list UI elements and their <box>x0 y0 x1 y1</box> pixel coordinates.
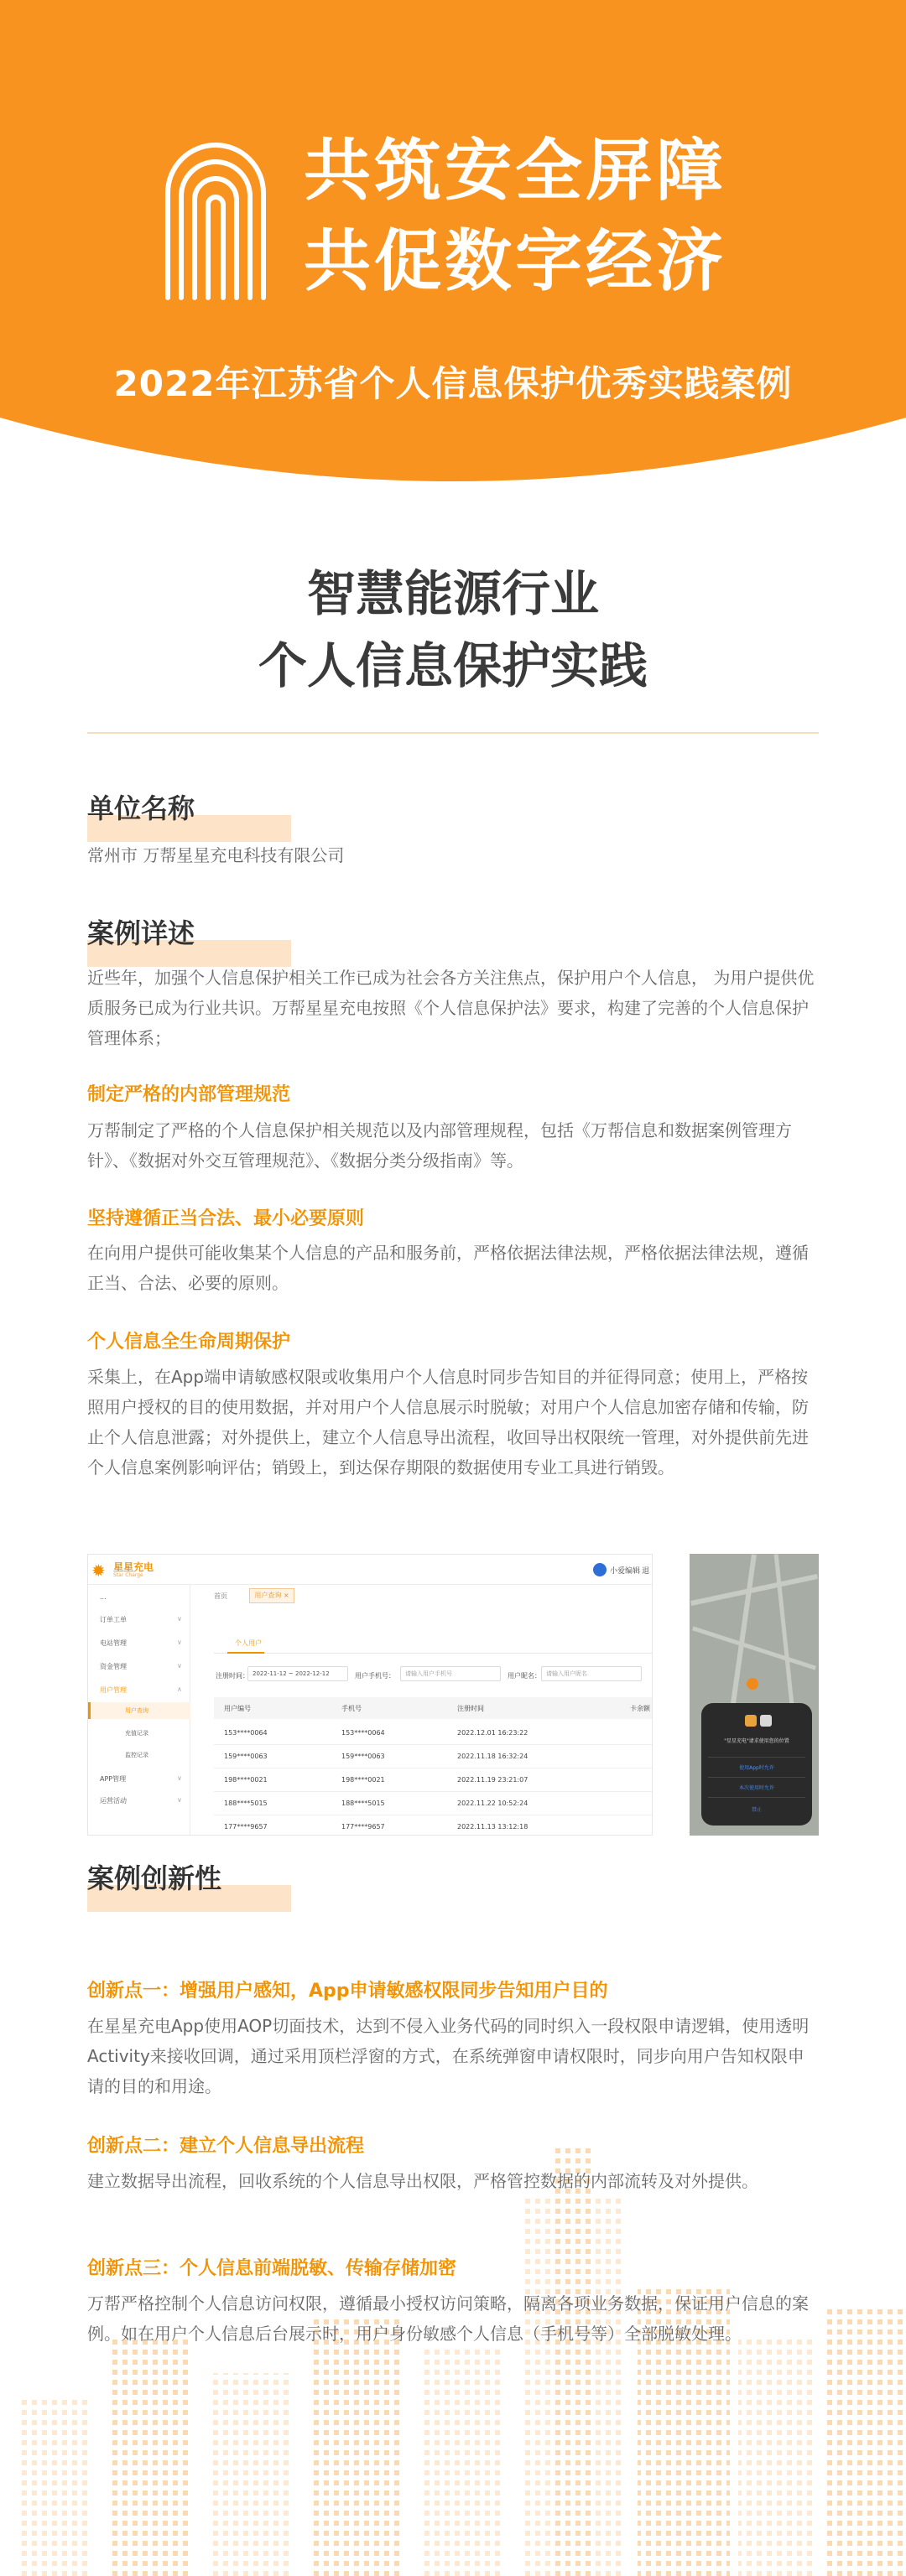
sidebar-sub-monitor[interactable]: 监控记录 <box>125 1752 148 1758</box>
col-header-reg-time: 注册时间 <box>457 1705 484 1712</box>
allow-once-button[interactable]: 本次使用时允许 <box>738 1785 774 1791</box>
col-header-phone: 手机号 <box>341 1705 362 1712</box>
sidebar-item-more[interactable]: ... <box>100 1593 107 1601</box>
case-item-title-3: 个人信息全生命周期保护 <box>87 1332 291 1353</box>
innovation-heading <box>87 1860 221 1897</box>
chevron-down-icon: ∨ <box>177 1639 182 1646</box>
dialog-divider <box>708 1797 805 1798</box>
case-heading-text: 案例详述 <box>87 917 195 949</box>
avatar[interactable] <box>593 1563 607 1576</box>
case-item-title-1: 制定严格的内部管理规范 <box>87 1084 291 1105</box>
row-divider <box>214 1744 653 1745</box>
case-intro: 近些年，加强个人信息保护相关工作已成为社会各方关注焦点，保护用户个人信息， 为用户提供优质服务已成为行业共识。万帮星星充电按照《个人信息保护法》要求，构建了完善的个人信息保护管理体系； <box>87 968 815 1048</box>
name-filter-input[interactable]: 请输入用户昵名 <box>541 1666 642 1681</box>
app-icon <box>745 1715 757 1727</box>
star-logo-icon: ✹ <box>91 1561 106 1581</box>
page-title-line1: 智慧能源行业 <box>306 565 599 622</box>
sidebar-item-orders[interactable]: 订单工单 ∨ <box>100 1615 182 1623</box>
chevron-down-icon: ∨ <box>177 1796 182 1804</box>
chevron-down-icon: ∨ <box>177 1662 182 1670</box>
unit-name: 常州市 万帮星星充电科技有限公司 <box>87 845 345 865</box>
chevron-down-icon: ∨ <box>177 1615 182 1623</box>
hero-title-line2: 共促数字经济 <box>304 222 726 300</box>
chevron-down-icon: ∨ <box>177 1774 182 1782</box>
sidebar-item-app[interactable]: APP管理 ∨ <box>100 1774 182 1783</box>
phone-screenshot <box>690 1554 819 1836</box>
innovation-title-3: 创新点三：个人信息前端脱敏、传输存储加密 <box>87 2258 457 2279</box>
logo-english: Star Charge <box>113 1572 143 1578</box>
innovation-heading-text: 案例创新性 <box>87 1862 222 1894</box>
unit-heading-text: 单位名称 <box>87 792 195 824</box>
innovation-text-1: 在星星充电App使用AOP切面技术，达到不侵入业务代码的同时织入一段权限申请逻辑，使用透明Activity来接收回调，通过采用顶栏浮窗的方式，在系统弹窗申请权限时，同步向用户告知权限申请的目的和用途。 <box>87 2016 810 2096</box>
logout-link[interactable]: 退 <box>642 1567 650 1576</box>
table-header <box>214 1697 653 1719</box>
location-pin-icon <box>747 1678 758 1690</box>
sidebar-sub-user-query[interactable]: 用户查询 <box>125 1707 148 1714</box>
admin-sidebar <box>88 1585 190 1836</box>
location-icon <box>760 1715 772 1727</box>
tab-personal-users[interactable]: 个人用户 <box>235 1639 262 1647</box>
case-item-title-2: 坚持遵循正当合法、最小必要原则 <box>87 1208 365 1229</box>
hero-title <box>304 126 726 307</box>
unit-heading <box>87 790 195 827</box>
tabbar-divider <box>214 1653 653 1654</box>
deny-button[interactable]: 禁止 <box>751 1807 762 1813</box>
case-item-text-3: 采集上，在App端申请敏感权限或收集用户个人信息时同步告知目的并征得同意；使用上，严格按照用户授权的目的使用数据，并对用户个人信息展示时脱敏；对用户个人信息加密存储和传输，防止个人信息泄露；对外提供上，建立个人信息导出流程，收回导出权限统一管理，对外提供前先进个人信息案例影响评估；销毁上，到达保存期限的数据使用专业工具进行销毁。 <box>87 1367 809 1478</box>
admin-screenshot: ✹ 星星充电 Star Charge 小爱编辑 退 ... 订单工单 ∨ 电站管理 ∨ 资金管理 ∨ 用户管理 ∧ 用户查询 充值记录 监控记录 APP管理 ∨ 运营活动 ∨ 首页 用户查询 × 个人用户 注册时间： 2022-11-12 ~ 2022-12-12 用户手机号： 请输入用户手机号 用户昵名： 请输入用户昵名 用户编号 手机号 注册时间 卡余额 153****0064 153****0064 2022.12.01 16:23:22 159****0063 159****0063 2022.11.18 16:32:24 198****0021 198****0021 2022.11.19 23:21:07 188****5015 188****5015 2022.11.22 10:52:24 177****9657 177****9657 2022.11.13 13:12:18 <box>87 1554 653 1836</box>
sidebar-item-users[interactable]: 用户管理 ∧ <box>100 1685 182 1694</box>
dialog-title: "星星充电"请求使用您的位置 <box>724 1738 789 1744</box>
reg-time-range[interactable]: 2022-11-12 ~ 2022-12-12 <box>247 1666 348 1681</box>
phone-filter-input[interactable]: 请输入用户手机号 <box>400 1666 501 1681</box>
innovation-text-3: 万帮严格控制个人信息访问权限，遵循最小授权访问策略，隔离各项业务数据，保证用户信息的案例。如在用户个人信息后台展示时，用户身份敏感个人信息（手机号等）全部脱敏处理。 <box>87 2293 809 2344</box>
innovation-title-1: 创新点一：增强用户感知，App申请敏感权限同步告知用户目的 <box>87 1981 608 2002</box>
fingerprint-icon <box>161 134 270 302</box>
tab-user-query[interactable]: 用户查询 × <box>249 1588 294 1603</box>
user-name[interactable]: 小爱编辑 <box>610 1567 641 1576</box>
dialog-divider <box>708 1757 805 1758</box>
header-banner <box>0 0 906 503</box>
dialog-divider <box>708 1777 805 1778</box>
case-item-text-1: 万帮制定了严格的个人信息保护相关规范以及内部管理规程，包括《万帮信息和数据案例管理方针》、《数据对外交互管理规范》、《数据分类分级指南》等。 <box>87 1120 792 1171</box>
phone-filter-label: 用户手机号： <box>355 1672 395 1680</box>
col-header-balance: 卡余额 <box>630 1705 650 1712</box>
admin-topbar <box>88 1555 653 1585</box>
name-filter-label: 用户昵名： <box>508 1672 541 1680</box>
innovation-text-2: 建立数据导出流程，回收系统的个人信息导出权限，严格管控数据的内部流转及对外提供。 <box>87 2171 758 2191</box>
hero-subtitle: 2022年江苏省个人信息保护优秀实践案例 <box>113 363 793 404</box>
sidebar-item-stations[interactable]: 电站管理 ∨ <box>100 1639 182 1647</box>
chevron-up-icon: ∧ <box>177 1685 182 1693</box>
breadcrumb-home[interactable]: 首页 <box>214 1592 227 1600</box>
location-permission-dialog <box>701 1703 812 1826</box>
allow-while-using-button[interactable]: 使用App时允许 <box>739 1765 774 1771</box>
hero-title-line1: 共筑安全屏障 <box>304 132 726 210</box>
page-title-line2: 个人信息保护实践 <box>258 637 648 694</box>
logo-text: 星星充电 <box>113 1561 154 1573</box>
row-divider <box>214 1791 653 1792</box>
sidebar-item-campaigns[interactable]: 运营活动 ∨ <box>100 1796 182 1805</box>
innovation-title-2: 创新点二：建立个人信息导出流程 <box>87 2136 365 2157</box>
reg-time-label: 注册时间： <box>216 1672 249 1680</box>
page-title <box>0 558 906 702</box>
active-tab-underline <box>227 1652 264 1654</box>
sidebar-sub-recharge[interactable]: 充值记录 <box>125 1730 148 1737</box>
col-header-user-id: 用户编号 <box>224 1705 251 1712</box>
title-divider <box>87 732 819 734</box>
case-item-text-2: 在向用户提供可能收集某个人信息的产品和服务前，严格依据法律法规，严格依据法律法规，遵循正当、合法、必要的原则。 <box>87 1243 809 1293</box>
case-heading <box>87 915 195 952</box>
sidebar-item-funds[interactable]: 资金管理 ∨ <box>100 1662 182 1670</box>
